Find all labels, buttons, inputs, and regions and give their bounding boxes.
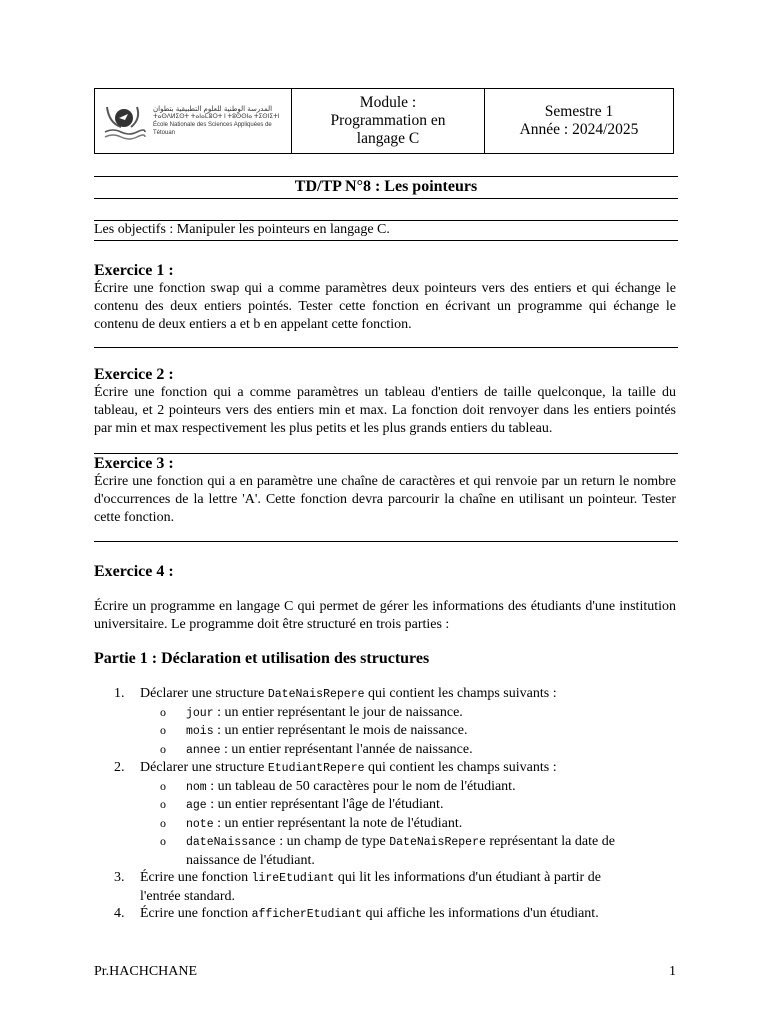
sub-list-item: o dateNaissance : un champ de type DateNaisRepere représentant la date de naissance de l'étudiant. — [160, 834, 615, 868]
part-1-list — [94, 685, 676, 924]
header-logo-cell — [95, 89, 292, 153]
circle-bullet-icon: o — [160, 741, 166, 756]
ensa-emblem-icon — [101, 101, 147, 141]
exercise-2-title: Exercice 2 : — [94, 366, 174, 383]
list-item: 1. Déclarer une structure DateNaisRepere qui contient les champs suivants : — [114, 686, 557, 701]
sub-list-item: o age : un entier représentant l'âge de l'étudiant. — [160, 797, 444, 812]
list-item: 3. Écrire une fonction lireEtudiant qui lit les informations d'un étudiant à partir de l'entrée standard. — [114, 870, 601, 904]
academic-year: Année : 2024/2025 — [519, 121, 639, 138]
list-item: 4. Écrire une fonction afficherEtudiant qui affiche les informations d'un étudiant. — [114, 906, 599, 921]
objectives-top-rule — [94, 220, 678, 221]
header-table — [94, 88, 674, 154]
code-struct-name: DateNaisRepere — [267, 688, 365, 701]
sub-list-item: o nom : un tableau de 50 caractères pour le nom de l'étudiant. — [160, 778, 516, 794]
exercise-2-divider — [94, 453, 678, 454]
circle-bullet-icon: o — [160, 797, 166, 811]
title-bottom-rule — [94, 198, 678, 199]
title-top-rule — [94, 176, 678, 177]
circle-bullet-icon: o — [160, 815, 166, 830]
circle-bullet-icon: o — [160, 834, 166, 848]
sub-list-item: o annee : un entier représentant l'année de naissance. — [160, 741, 473, 757]
part-1-title: Partie 1 : Déclaration et utilisation des structures — [94, 650, 430, 667]
exercise-4-text: Écrire un programme en langage C qui permet de gérer les informations des étudiants d'une institution universitaire. Le programme doit être structuré en trois parties : — [94, 599, 676, 632]
footer-author: Pr.HACHCHANE — [94, 964, 198, 979]
semester-label: Semestre 1 — [544, 103, 614, 120]
module-name-line2: langage C — [356, 130, 420, 147]
sub-list-item: o mois : un entier représentant le mois de naissance. — [160, 723, 468, 738]
code-function-name: afficherEtudiant — [251, 908, 362, 921]
objectives-bottom-rule — [94, 240, 678, 241]
module-name-line1: Programmation en — [330, 112, 446, 129]
circle-bullet-icon: o — [160, 778, 166, 793]
exercise-1-divider — [94, 347, 678, 348]
module-label: Module : — [359, 94, 417, 111]
school-logo — [95, 101, 291, 141]
page-number: 1 — [669, 964, 676, 979]
circle-bullet-icon: o — [160, 723, 166, 737]
exercise-1-text: Écrire une fonction swap qui a comme paramètres deux pointeurs vers des entiers et qui échange le contenu des deux entiers pointés. Tester cette fonction en écrivant un programme qui échange le contenu de deux entiers a et b en appelant cette fonction. — [94, 281, 676, 332]
header-semester-cell — [485, 89, 673, 153]
code-struct-name: EtudiantRepere — [267, 762, 365, 775]
document-title: TD/TP N°8 : Les pointeurs — [294, 178, 478, 195]
exercise-3-title: Exercice 3 : — [94, 455, 174, 472]
circle-bullet-icon: o — [160, 704, 166, 719]
exercise-2-text: Écrire une fonction qui a comme paramètres un tableau d'entiers de taille quelconque, la taille du tableau, et 2 pointeurs vers des entiers min et max. La fonction doit renvoyer dans les entiers pointés par min et max respectivement les plus petits et les plus grands entiers du tableau. — [94, 385, 676, 436]
exercise-4-title: Exercice 4 : — [94, 563, 174, 580]
logo-text-french: École Nationale des Sciences Appliquées de Tétouan — [153, 122, 272, 136]
header-module-cell — [292, 89, 485, 153]
sub-list-item: o jour : un entier représentant le jour de naissance. — [160, 704, 463, 720]
objectives-text: Les objectifs : Manipuler les pointeurs en langage C. — [94, 222, 390, 237]
exercise-3-divider — [94, 541, 678, 542]
logo-text-arabic: المدرسة الوطنية للعلوم التطبيقية بتطوان — [153, 105, 273, 113]
exercise-3-text: Écrire une fonction qui a en paramètre une chaîne de caractères et qui renvoie par un return le nombre d'occurrences de la lettre 'A'. Cette fonction devra parcourir la chaîne en utilisant un pointeur. Tester cette fonction. — [94, 474, 676, 525]
logo-text-tifinagh: ⵜⴰⵙⴷⵍⵉⵙⵜ ⵜⴰⵏⴰⵎⵓⵔⵜ ⵏ ⵜⵓⵙⵙⵏⴰ ⵜⵉⵙⵏⵉⵜⵏ — [153, 114, 280, 120]
sub-list-item: o note : un entier représentant la note de l'étudiant. — [160, 815, 463, 831]
code-function-name: lireEtudiant — [251, 872, 335, 885]
list-item: 2. Déclarer une structure EtudiantRepere qui contient les champs suivants : — [114, 760, 557, 775]
exercise-1-title: Exercice 1 : — [94, 262, 174, 279]
